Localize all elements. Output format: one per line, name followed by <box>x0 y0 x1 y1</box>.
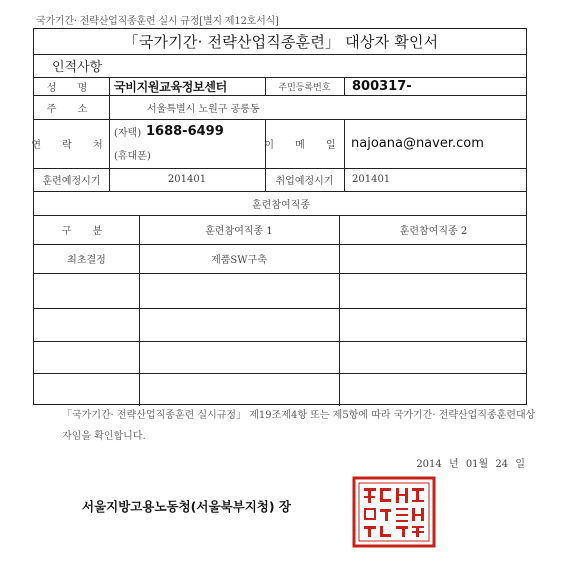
home-phone-label: (자택) <box>114 127 142 139</box>
contact-label: 연 락 처 <box>31 140 112 151</box>
divider <box>34 308 526 309</box>
divider <box>34 273 526 274</box>
issue-date <box>0 455 525 470</box>
issuing-office: 서울지방고용노동청(서울북부지청) 장 <box>82 499 291 514</box>
job2-column-header: 훈련참여직종 2 <box>399 226 468 237</box>
divider <box>34 341 526 342</box>
name-value: 국비지원교육정보센터 <box>114 79 227 94</box>
confirmation-statement: 「국가기간· 전략산업직종훈련 실시규정」 제19조제4항 또는 제5항에 따라 국가기간· 전략산업직종훈련대상자임을 확인합니다. <box>62 410 536 442</box>
issue-month: 01 <box>465 459 479 470</box>
form-title: 「국가기간· 전략산업직종훈련」 대상자 확인서 <box>123 33 439 51</box>
form-header-note: 국가기간· 전략산업직종훈련 실시 규정[별지 제12호서식] <box>36 16 279 27</box>
employment-time-value: 201401 <box>352 174 391 185</box>
day-unit: 일 <box>515 459 525 470</box>
initial-decision-label: 최초결정 <box>67 255 106 266</box>
category-column-header: 구 분 <box>61 226 112 237</box>
confirmation-form <box>33 28 527 405</box>
training-time-value: 201401 <box>167 174 207 185</box>
email-value: najoana@naver.com <box>351 136 484 151</box>
employment-time-label: 취업예정시기 <box>275 176 334 187</box>
rrn-label: 주민등록번호 <box>278 82 331 93</box>
name-label: 성 명 <box>46 82 97 94</box>
occupations-section-label: 훈련참여직종 <box>252 199 310 211</box>
initial-decision-job1: 제품SW구축 <box>211 255 267 266</box>
seal-graphic <box>354 478 434 546</box>
issue-year: 2014 <box>416 459 442 470</box>
mobile-phone-label: (휴대폰) <box>114 150 151 162</box>
home-phone-value: 1688-6499 <box>146 123 224 139</box>
address-value: 서울특별시 노원구 공릉동 <box>147 103 260 115</box>
official-seal <box>352 476 436 548</box>
divider <box>344 77 345 96</box>
rrn-value: 800317- <box>352 78 412 94</box>
job1-column-header: 훈련참여직종 1 <box>205 226 273 237</box>
training-time-label: 훈련예정시기 <box>42 176 101 187</box>
month-unit: 월 <box>478 459 489 470</box>
divider <box>34 54 526 55</box>
personal-section-label: 인적사항 <box>52 60 103 75</box>
divider <box>34 373 526 374</box>
year-unit: 년 <box>448 459 459 470</box>
issue-day: 24 <box>495 459 509 470</box>
address-label: 주 소 <box>46 103 97 115</box>
email-label: 이 메 일 <box>264 140 345 151</box>
initial-decision-job2 <box>339 244 528 273</box>
divider <box>344 119 345 192</box>
